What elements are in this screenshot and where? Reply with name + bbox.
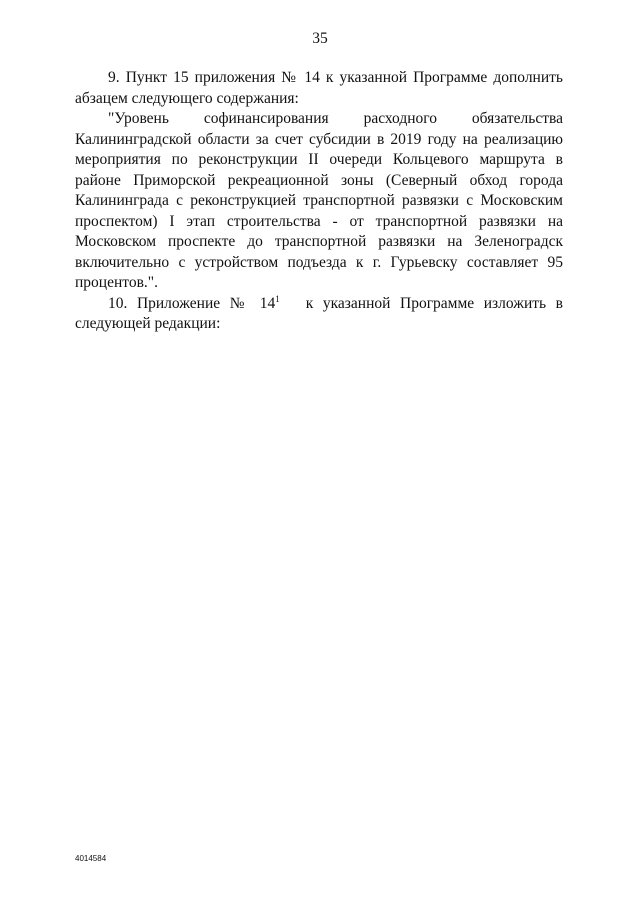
quote-body: Калининградской области за счет субсидии в 2019 году на реализацию мероприятия по реконструкции II очереди Кольцевого маршрута в районе Приморской рекреационной зоны (Северный обход города Калининграда с реконструкцией транспортной развязки с Московским проспектом) I этап строительства - от транспортной развязки на Московском проспекте до транспортной развязки на Зеленоградск включительно с устройством подъезда к г. Гурьевску составляет 95 процентов.". — [75, 130, 563, 291]
paragraph-9: 9. Пункт 15 приложения № 14 к указанной Программе дополнить абзацем следующего содержания: — [75, 69, 563, 107]
superscript: 1 — [275, 293, 280, 304]
document-body — [75, 68, 563, 335]
paragraph-10-start: 10. Приложение № 14 — [108, 294, 276, 312]
document-id: 4014584 — [75, 854, 107, 863]
paragraph-10 — [75, 294, 563, 335]
quote-first-line: "Уровень софинансирования расходного обязательства — [108, 110, 563, 127]
paragraph-10-end: к указанной Программе изложить в следующей редакции: — [75, 294, 563, 332]
page-number: 35 — [312, 30, 328, 47]
